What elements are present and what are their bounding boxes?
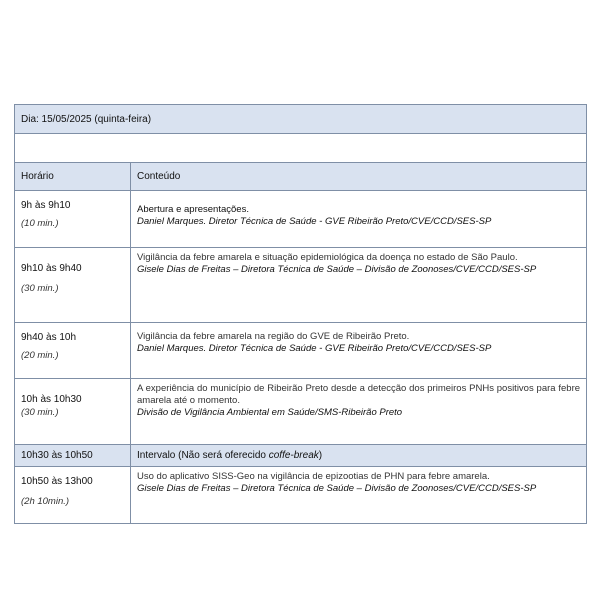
blank-cell [15, 134, 587, 163]
break-label: Intervalo (Não será oferecido [137, 450, 269, 461]
session-description: Vigilância da febre amarela na região do GVE de Ribeirão Preto. [137, 331, 410, 342]
break-close: ) [318, 450, 323, 461]
day-label: Dia: 15/05/2025 (quinta-feira) [15, 105, 587, 134]
schedule-table [14, 104, 587, 524]
session-description: A experiência do município de Ribeirão Preto desde a detecção dos primeiros PNHs positivos para febre amarela até o momento. [137, 383, 581, 406]
session-description: Uso do aplicativo SISS-Geo na vigilância de epizootias de PHN para febre amarela. [137, 471, 490, 482]
schedule-sheet [14, 104, 586, 524]
time-cell [15, 248, 131, 323]
content-cell [131, 191, 587, 248]
table-row [15, 323, 587, 379]
time-range: 9h às 9h10 [21, 200, 71, 211]
blank-row [15, 134, 587, 163]
time-cell [15, 467, 131, 524]
day-row [15, 105, 587, 134]
duration: (20 min.) [21, 350, 59, 361]
break-cell [131, 445, 587, 467]
speaker: Gisele Dias de Freitas – Diretora Técnica de Saúde – Divisão de Zoonoses/CVE/CCD/SES-SP [137, 483, 537, 494]
content-cell [131, 467, 587, 524]
session-description: Vigilância da febre amarela e situação epidemiológica da doença no estado de São Paulo. [137, 252, 518, 263]
time-cell [15, 323, 131, 379]
time-range: 9h10 às 9h40 [21, 263, 82, 274]
duration: (2h 10min.) [21, 496, 70, 507]
speaker: Daniel Marques. Diretor Técnica de Saúde - GVE Ribeirão Preto/CVE/CCD/SES-SP [137, 343, 492, 354]
duration: (10 min.) [21, 218, 59, 229]
speaker: Daniel Marques. Diretor Técnica de Saúde - GVE Ribeirão Preto/CVE/CCD/SES-SP [137, 216, 492, 227]
session-title: Abertura e apresentações. [137, 204, 249, 215]
content-cell [131, 323, 587, 379]
speaker: Divisão de Vigilância Ambiental em Saúde/SMS-Ribeirão Preto [137, 407, 403, 418]
header-time: Horário [15, 163, 131, 191]
time-cell [15, 445, 131, 467]
time-cell [15, 191, 131, 248]
duration: (30 min.) [21, 407, 59, 418]
duration: (30 min.) [21, 283, 59, 294]
time-range: 9h40 às 10h [21, 332, 77, 343]
time-range: 10h30 às 10h50 [21, 450, 93, 461]
time-range: 10h às 10h30 [21, 394, 82, 405]
break-row [15, 445, 587, 467]
table-row [15, 467, 587, 524]
table-row [15, 379, 587, 445]
break-italic: coffe-break [268, 450, 319, 461]
header-row [15, 163, 587, 191]
table-row [15, 191, 587, 248]
time-range: 10h50 às 13h00 [21, 476, 93, 487]
table-row [15, 248, 587, 323]
speaker: Gisele Dias de Freitas – Diretora Técnica de Saúde – Divisão de Zoonoses/CVE/CCD/SES-SP [137, 264, 537, 275]
time-cell [15, 379, 131, 445]
content-cell [131, 379, 587, 445]
content-cell [131, 248, 587, 323]
header-content: Conteúdo [131, 163, 587, 191]
